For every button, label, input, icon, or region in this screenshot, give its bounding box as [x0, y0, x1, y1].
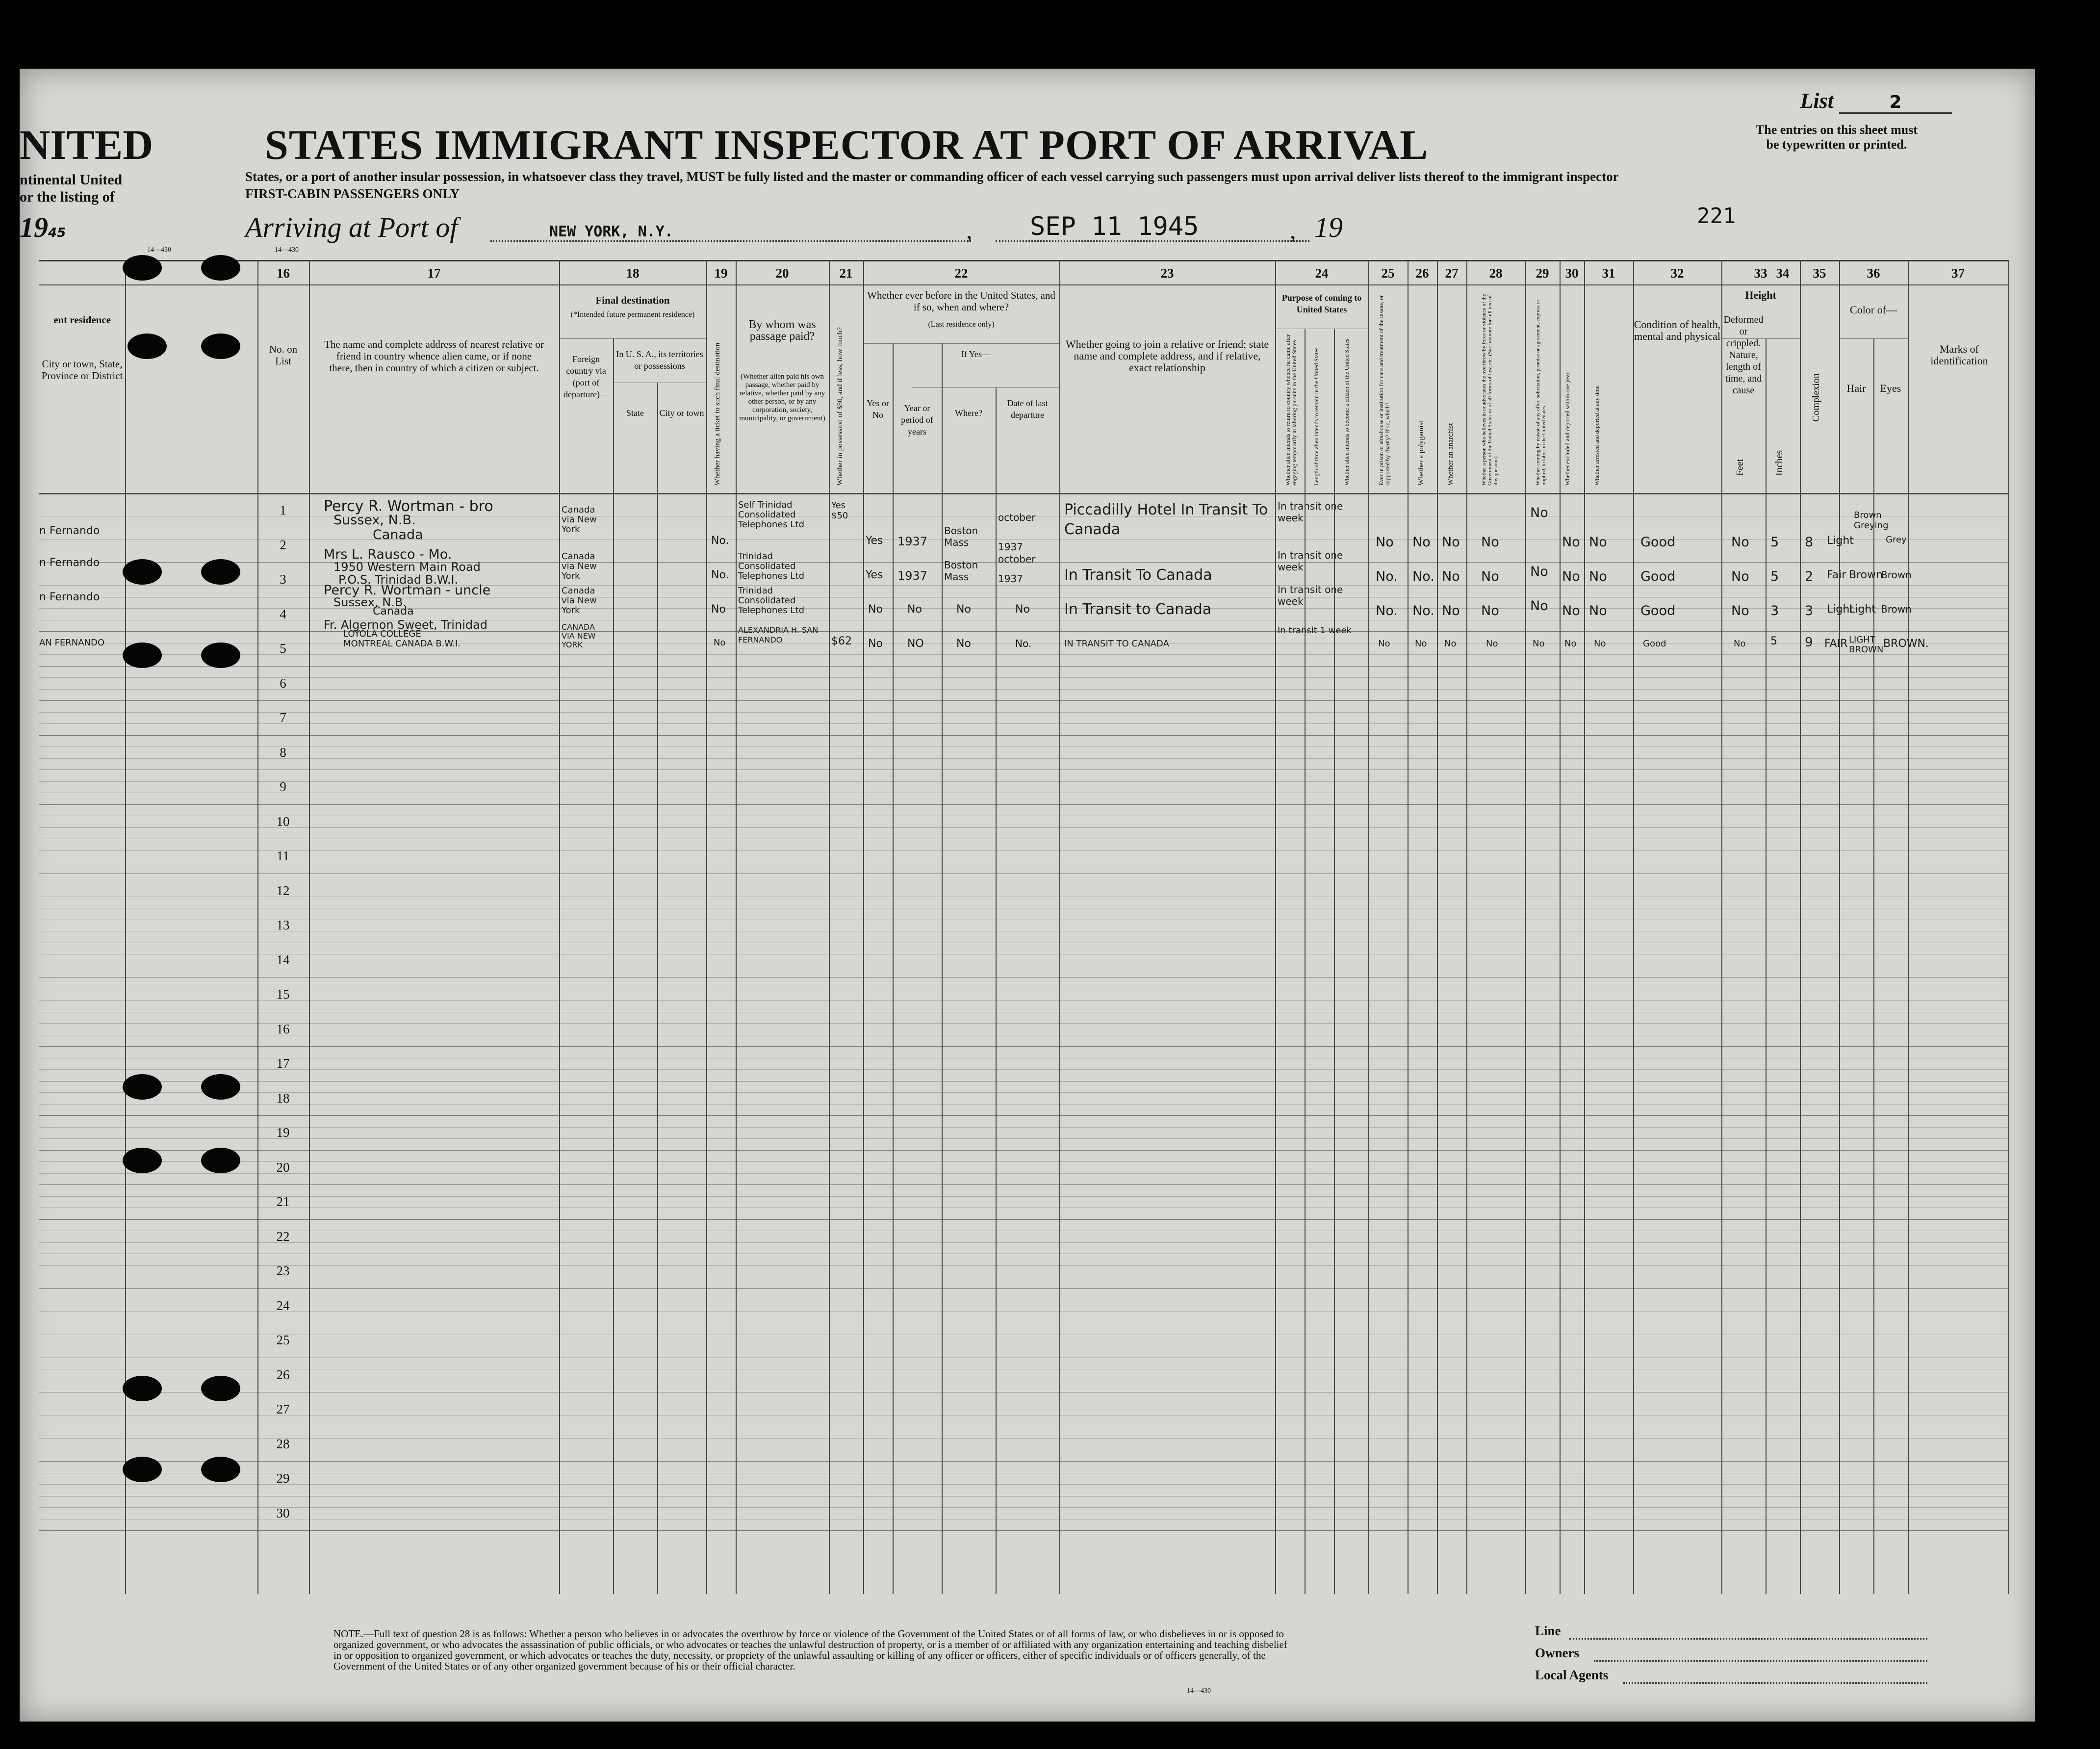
anarchist: No: [1444, 639, 1457, 649]
row-number: 3: [280, 572, 286, 587]
col-30-number: 30: [1565, 266, 1579, 281]
binder-hole: [201, 255, 240, 281]
binder-hole: [123, 1074, 162, 1100]
departure-date: october 1937: [998, 553, 1036, 585]
residence: n Fernando: [39, 557, 100, 569]
binder-hole: [123, 1457, 162, 1482]
binder-hole: [201, 1457, 240, 1482]
before-yes-no: No: [868, 638, 883, 650]
hair-color: LIGHT BROWN: [1849, 635, 1884, 655]
ticket: No: [714, 638, 726, 648]
row-number: 18: [276, 1090, 290, 1106]
row-number: 29: [276, 1471, 290, 1486]
form-number-top: 14—430: [147, 246, 171, 254]
col-23-number: 23: [1160, 266, 1174, 281]
row-number: 14: [276, 952, 290, 967]
residence: n Fernando: [39, 525, 100, 537]
hair-color: Brown Greying: [1854, 510, 1889, 531]
joining-header: Whether going to join a relative or friend; state name and complete address, and if relative, exact relationship: [1065, 338, 1269, 374]
joining: In Transit To Canada: [1064, 566, 1212, 584]
binder-hole: [123, 643, 162, 668]
col-18-number: 18: [626, 266, 640, 281]
relative-header: The name and complete address of nearest relative or friend in country whence alien came, or if none there, then in country of which a citizen or subject.: [324, 338, 544, 374]
row-number: 17: [276, 1056, 290, 1071]
row-number: 5: [280, 641, 286, 656]
col-35-number: 35: [1813, 266, 1826, 281]
binder-hole: [201, 334, 240, 359]
row-number: 9: [280, 779, 286, 794]
row-number: 19: [276, 1125, 290, 1140]
anarchist: No: [1442, 569, 1460, 584]
binder-hole: [201, 1148, 240, 1173]
height-inches: 2: [1805, 569, 1814, 584]
eyes-header: Eyes: [1880, 382, 1901, 394]
height-inches: 8: [1805, 535, 1814, 550]
col-28-number: 28: [1489, 266, 1503, 281]
relative-country: MONTREAL CANADA B.W.I.: [343, 639, 461, 649]
ticket: No.: [711, 569, 729, 581]
col-24-number: 24: [1315, 266, 1329, 281]
complexion: Light: [1827, 535, 1854, 547]
ticket-header: Whether having a ticket to such final destination: [714, 342, 721, 486]
form-number-bottom: 14—430: [1187, 1687, 1211, 1695]
row-number: 21: [276, 1194, 290, 1209]
form-class: FIRST-CABIN PASSENGERS ONLY: [245, 186, 460, 201]
before-year: No: [907, 603, 922, 616]
port-line: [490, 240, 971, 242]
color-header: Color of—: [1850, 304, 1897, 316]
paid-by: Trinidad Consolidated Telephones Ltd: [738, 586, 805, 616]
relative-country: Canada: [373, 605, 414, 617]
relative-address: Sussex, N.B.: [333, 595, 407, 609]
col-27-number: 27: [1445, 266, 1459, 281]
relative-address: Sussex, N.B.: [333, 513, 416, 528]
left-year: 1945: [20, 211, 66, 243]
excluded: No: [1562, 535, 1580, 550]
joining: Piccadilly Hotel In Transit To Canada: [1064, 501, 1268, 538]
hair-header: Hair: [1846, 382, 1866, 394]
row-divider: [39, 1115, 2008, 1116]
departure-header: Date of last departure: [1007, 398, 1048, 420]
deformed: No: [1731, 569, 1749, 584]
col-16-number: 16: [277, 266, 290, 281]
arrested: No: [1589, 603, 1607, 618]
feet-header: Feet: [1735, 459, 1745, 476]
prison-header: Ever in prison or almshouse or institution for care and treatment of the insane, or supported by charity? If so, which?: [1378, 295, 1391, 486]
polygamist: No.: [1412, 569, 1434, 584]
row-divider: [39, 1184, 2008, 1185]
date-stamp: SEP 11 1945: [1030, 212, 1199, 241]
marks-header: Marks of identification: [1930, 343, 1988, 367]
anarchist: No: [1442, 603, 1460, 618]
arrested: No: [1589, 535, 1607, 550]
prison: No.: [1376, 569, 1398, 584]
before-year: NO: [907, 638, 924, 650]
purpose: In transit one week: [1278, 500, 1343, 524]
binder-hole: [201, 643, 240, 668]
labor: No: [1530, 598, 1548, 614]
binder-hole: [201, 1376, 240, 1401]
comma-2: ,: [1290, 216, 1296, 244]
before-where: No: [956, 638, 971, 650]
relative-name: Fr. Algernon Sweet, Trinidad: [324, 618, 488, 632]
comma: ,: [966, 216, 973, 244]
purpose-c-header: Whether alien intends to become a citizen of the United States: [1343, 338, 1350, 486]
ticket: No.: [711, 535, 729, 547]
overthrow: No: [1481, 535, 1499, 550]
yes-no-header: Yes or No: [867, 398, 889, 420]
row-number: 30: [276, 1505, 290, 1520]
owners-label: Owners: [1535, 1646, 1579, 1660]
polygamist: No.: [1412, 603, 1434, 618]
where-header: Where?: [955, 408, 982, 418]
binder-hole: [123, 559, 162, 585]
deformed: No: [1731, 603, 1749, 618]
foreign-country: CANADA VIA NEW YORK: [562, 622, 596, 649]
row-divider: [39, 666, 2008, 667]
deformed: No: [1731, 535, 1749, 550]
col-25-number: 25: [1381, 266, 1395, 281]
form-subtitle: States, or a port of another insular possession, in whatsoever class they travel, MUST be fully listed and the master or commanding officer of each vessel carrying such passengers must upon arrival deliver lists thereof to the immigrant inspector: [245, 169, 1619, 184]
prison: No.: [1376, 603, 1398, 618]
col-26-number: 26: [1415, 266, 1429, 281]
joining: In Transit to Canada: [1064, 601, 1212, 618]
paid-by: ALEXANDRIA H. SAN FERNANDO: [738, 625, 819, 644]
form-title-fragment: NITED: [20, 121, 154, 168]
row-divider: [39, 1046, 2008, 1047]
prison: No: [1378, 639, 1390, 649]
arrested: No: [1594, 639, 1606, 649]
destination-header: Final destination: [595, 294, 670, 306]
manifest-table: [39, 260, 2008, 1594]
footnote: NOTE.—Full text of question 28 is as follows: Whether a person who believes in or advocates the overthrow by force or violence of the Government of the United States or of all forms of law, or who disbelieves in or is opposed to organized government, or who advocates the assassination of public officials, or who advocates or teaches the unlawful destruction of property, or is a member of or affiliated with any organization entertaining and teaching disbelief in or opposition to organized government, or which advocates or teaches the duty, necessity, or propriety of the unlawful assaulting or killing of any officer or officers, either of specific individuals or of officers generally, of the Government of the United States or of any other organized government because of his or their official character.: [333, 1628, 1287, 1672]
eye-color: BROWN.: [1883, 638, 1929, 650]
manifest-sheet: [20, 69, 2035, 1722]
left-fragment-1: ntinental United: [20, 172, 123, 188]
labor: No: [1533, 639, 1545, 649]
complexion: FAIR: [1824, 638, 1848, 650]
overthrow: No: [1486, 639, 1498, 649]
height-inches: 3: [1805, 603, 1814, 618]
relative-name: Percy R. Wortman - uncle: [324, 583, 491, 598]
port-stamp: NEW YORK, N.Y.: [549, 223, 673, 240]
height-feet: 3: [1770, 603, 1779, 618]
purpose: In transit one week: [1278, 549, 1343, 573]
row-number: 23: [276, 1263, 290, 1278]
col-33-number: 33: [1754, 266, 1767, 281]
row-number: 6: [280, 675, 286, 691]
departure-date: october 1937: [998, 512, 1036, 553]
binder-hole: [123, 1148, 162, 1173]
passage-paid-header: By whom was passage paid?: [748, 318, 816, 343]
row-number: 25: [276, 1333, 290, 1347]
binder-hole: [201, 1074, 240, 1100]
overthrow: No: [1481, 569, 1499, 584]
complexion-header: Complexion: [1811, 373, 1821, 422]
relative-country: P.O.S. Trinidad B.W.I.: [338, 573, 459, 587]
state-header: State: [626, 408, 644, 418]
complexion: Light: [1827, 603, 1854, 616]
row-number: 20: [276, 1159, 290, 1175]
usa-header: In U. S. A., its territories or possessions: [616, 349, 703, 371]
col-34-number: 34: [1776, 266, 1790, 281]
anarchist: No: [1442, 535, 1460, 550]
excluded: No: [1564, 639, 1577, 649]
excluded-header: Whether excluded and deported within one year: [1564, 372, 1571, 486]
foreign-country-header: Foreign country via (port of departure)—: [563, 354, 609, 399]
col-22-number: 22: [954, 266, 968, 281]
height-feet: 5: [1770, 535, 1779, 550]
row-divider: [39, 1288, 2008, 1289]
relative-name: Percy R. Wortman - bro: [324, 498, 493, 515]
anarchist-header: Whether an anarchist: [1447, 423, 1455, 486]
row-divider: [39, 1530, 2008, 1531]
binder-hole: [123, 255, 162, 281]
excluded: No: [1562, 603, 1580, 618]
height-feet: 5: [1770, 569, 1779, 584]
col-21-number: 21: [839, 266, 853, 281]
row-divider: [39, 1150, 2008, 1151]
before-header: Whether ever before in the United States, and if so, when and where?: [867, 289, 1055, 313]
money: Yes $50: [831, 500, 848, 521]
col-31-number: 31: [1602, 266, 1615, 281]
prison: No: [1376, 535, 1394, 550]
labor: No: [1530, 564, 1548, 579]
before-year: 1937: [897, 535, 928, 548]
col-32-number: 32: [1670, 266, 1684, 281]
departure-date: No: [1015, 603, 1030, 616]
polygamist-header: Whether a polygamist: [1417, 420, 1425, 486]
foreign-country: Canada via New York: [562, 505, 597, 535]
typewritten-note: The entries on this sheet must be typewritten or printed.: [1755, 123, 1918, 152]
eye-color: Brown: [1881, 603, 1912, 615]
arriving-port-label: Arriving at Port of: [245, 211, 458, 243]
residence-sub-header: City or town, State, Province or District: [41, 358, 123, 382]
eye-color: Brown: [1881, 569, 1912, 581]
purpose-b-header: Length of time alien intends to remain in the United States: [1313, 347, 1320, 486]
height-inches: 9: [1805, 635, 1813, 650]
deformed-header: Deformed or crippled. Nature, length of time, and cause: [1723, 314, 1764, 396]
form-number-top-2: 14—430: [275, 246, 299, 254]
row-number: 1: [280, 503, 286, 517]
year-prefix: 19: [1314, 211, 1343, 243]
residence-header: ent residence: [53, 314, 111, 326]
row-divider: [39, 700, 2008, 701]
row-number: 11: [277, 849, 289, 863]
before-where: Boston Mass: [944, 525, 978, 548]
binder-hole: [128, 334, 167, 359]
year-header: Year or period of years: [901, 403, 933, 437]
row-divider: [39, 804, 2008, 805]
page-number: 221: [1697, 204, 1736, 229]
city-header: City or town: [659, 408, 704, 418]
purpose-a-header: Whether alien intends to return to country whence he came after engaging temporarily in laboring pursuits in the United States: [1284, 334, 1298, 486]
row-number: 24: [276, 1298, 290, 1313]
if-yes-header: If Yes—: [961, 349, 991, 359]
row-divider: [39, 1461, 2008, 1462]
joining: IN TRANSIT TO CANADA: [1064, 639, 1169, 649]
hair-color: Brown: [1849, 569, 1883, 581]
height-header: Height: [1745, 289, 1776, 301]
before-where: Boston Mass: [944, 559, 978, 583]
health: Good: [1640, 603, 1676, 618]
row-divider: [39, 735, 2008, 736]
row-number: 22: [276, 1229, 290, 1244]
excluded: No: [1562, 569, 1580, 584]
passage-paid-note: (Whether alien paid his own passage, whether paid by relative, whether paid by any other person, or by any corporation, society, municipality, or government): [739, 373, 825, 422]
before-year: 1937: [897, 569, 928, 583]
polygamist: No: [1415, 639, 1427, 649]
health: Good: [1640, 569, 1676, 584]
left-fragment-2: or the listing of: [20, 189, 115, 205]
height-feet: 5: [1770, 635, 1777, 647]
purpose: In transit one week: [1278, 584, 1343, 607]
col-17-number: 17: [427, 266, 441, 281]
col-20-number: 20: [775, 266, 789, 281]
ticket: No: [711, 603, 726, 616]
health: Good: [1640, 535, 1676, 550]
row-divider: [39, 1219, 2008, 1220]
row-number: 12: [276, 883, 290, 898]
before-note: (Last residence only): [928, 320, 995, 329]
residence: AN FERNANDO: [39, 638, 105, 648]
relative-address: LOYOLA COLLEGE: [343, 629, 421, 639]
health-header: Condition of health, mental and physical: [1634, 318, 1721, 342]
binder-hole: [123, 1376, 162, 1401]
relative-name: Mrs L. Rausco - Mo.: [324, 547, 452, 562]
arrested: No: [1589, 569, 1607, 584]
foreign-country: Canada via New York: [562, 551, 597, 581]
row-number: 16: [276, 1021, 290, 1036]
relative-address: 1950 Western Main Road: [333, 560, 481, 574]
overthrow: No: [1481, 603, 1499, 618]
labor: No: [1530, 505, 1548, 520]
paid-by: Trinidad Consolidated Telephones Ltd: [738, 551, 805, 581]
eye-color: Grey: [1886, 535, 1907, 545]
row-number: 26: [276, 1367, 290, 1382]
deformed: No: [1734, 639, 1746, 649]
row-number: 4: [280, 606, 286, 621]
purpose-header: Purpose of coming to United States: [1281, 293, 1362, 314]
line-label: Line: [1535, 1623, 1561, 1638]
col-37-number: 37: [1951, 266, 1965, 281]
labor-header: Whether coming by reason of any offer, solicitation, promise or agreement, express or implied, to labor in the United States: [1535, 299, 1547, 486]
before-yes-no: No: [868, 603, 883, 616]
overthrow-header: Whether a person who believes in or advocates the overthrow by force or violence of the Government of the United States or of all forms of law, etc. (See footnote for full text of this question): [1481, 294, 1499, 486]
local-agents-label: Local Agents: [1535, 1668, 1609, 1682]
complexion: Fair: [1827, 569, 1846, 581]
col-29-number: 29: [1536, 266, 1549, 281]
form-title: STATES IMMIGRANT INSPECTOR AT PORT OF ARRIVAL: [265, 121, 1429, 168]
polygamist: No: [1412, 535, 1431, 550]
purpose: In transit 1 week: [1278, 625, 1352, 636]
money-header: Whether in possession of $50, and if less, how much?: [836, 327, 844, 486]
row-number: 27: [276, 1402, 290, 1416]
binder-hole: [201, 559, 240, 585]
relative-country: Canada: [373, 527, 423, 542]
before-yes-no: Yes: [866, 535, 883, 547]
row-number: 8: [280, 745, 286, 760]
row-number: 15: [276, 987, 290, 1002]
row-number: 10: [276, 814, 290, 829]
before-yes-no: Yes: [866, 569, 883, 581]
row-number: 28: [276, 1436, 290, 1451]
no-on-list-header: No. on List: [269, 343, 298, 367]
destination-note: (*Intended future permanent residence): [570, 310, 695, 319]
foreign-country: Canada via New York: [562, 586, 597, 616]
hair-color: Light: [1849, 603, 1876, 616]
arrested-header: Whether arrested and deported at any time: [1593, 386, 1600, 486]
money: $62: [831, 635, 852, 647]
paid-by: Self Trinidad Consolidated Telephones Ltd: [738, 500, 805, 530]
residence: n Fernando: [39, 591, 100, 603]
col-19-number: 19: [714, 266, 728, 281]
list-label: List 2: [1800, 88, 1952, 114]
col-36-number: 36: [1867, 266, 1880, 281]
row-number: 13: [276, 918, 290, 932]
departure-date: No.: [1015, 638, 1032, 649]
row-number: 7: [280, 710, 286, 725]
row-number: 2: [280, 537, 286, 552]
health: Good: [1643, 639, 1666, 649]
before-where: No: [956, 603, 971, 616]
inches-header: Inches: [1774, 450, 1785, 476]
